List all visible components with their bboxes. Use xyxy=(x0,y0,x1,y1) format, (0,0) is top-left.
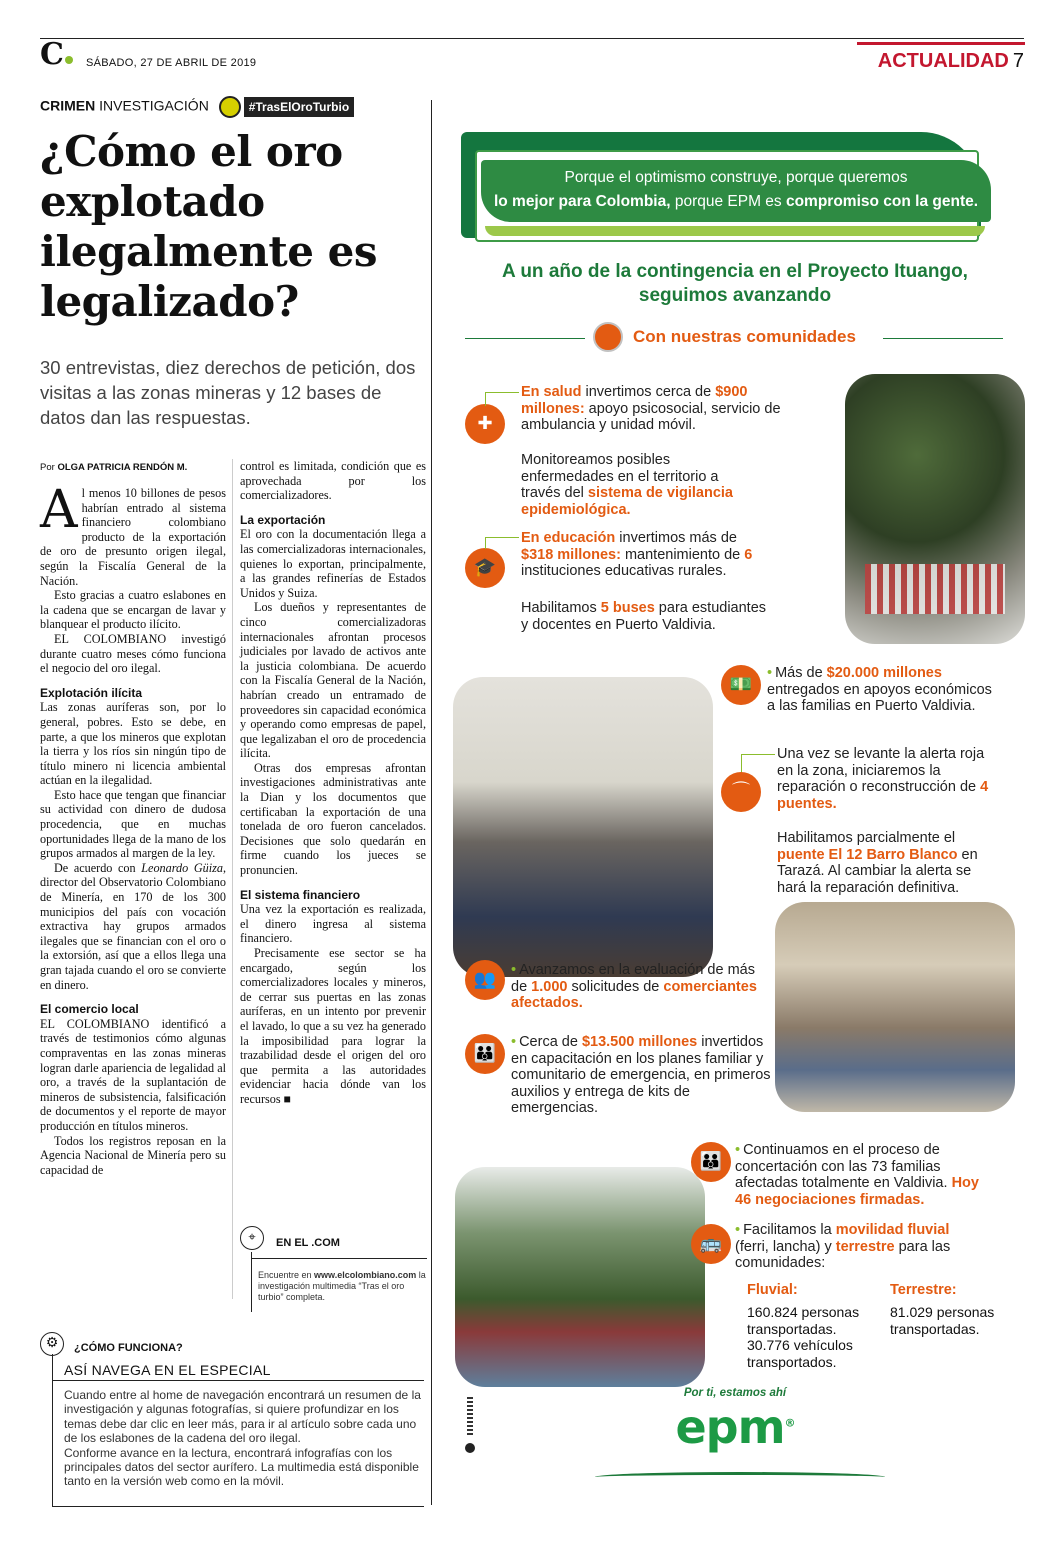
health-icon: ✚ xyxy=(465,404,505,444)
website-link[interactable]: www.elcolombiano.com xyxy=(314,1270,417,1280)
ad-item-movilidad: • Facilitamos la movilidad fluvial (ferri, lancha) y terrestre para las comunidades: xyxy=(735,1222,951,1271)
people-icon: 👥 xyxy=(465,960,505,1000)
subhead: Explotación ilícita xyxy=(40,685,143,700)
ad-item-salud: En salud invertimos cerca de $900 millones: apoyo psicosocial, servicio de ambulancia y unidad móvil. xyxy=(521,384,781,433)
fluvial-stats: 160.824 personas transportadas. 30.776 vehículos transportados. xyxy=(747,1304,860,1370)
family-icon: 👪 xyxy=(465,1034,505,1074)
como-funciona-box: ⚙ ¿CÓMO FUNCIONA? ASÍ NAVEGA EN EL ESPECIAL Cuando entre al home de navegación encontrará un resumen de la investigación y algunas fotografías, si quiere profundizar en los temas debe dar clic en leer más, para ir al artículo sobre cada uno de los eslabones de la cadena del oro ilegal. Conforme avance en la lectura, encontrará infografías con los principales datos del sector aurífero. La multimedia está disponible tanto en la versión web como en la móvil. xyxy=(40,1332,424,1508)
issue-date: SÁBADO, 27 DE ABRIL DE 2019 xyxy=(86,57,257,69)
terrestre-stats: 81.029 personas transportadas. xyxy=(890,1304,995,1337)
terrestre-heading: Terrestre: xyxy=(890,1282,957,1298)
ad-item-buses: Habilitamos 5 buses para estudiantes y docentes en Puerto Valdivia. xyxy=(521,600,767,633)
ad-banner-text: Porque el optimismo construye, porque queremos lo mejor para Colombia, porque EPM es compromiso con la gente. xyxy=(481,160,991,222)
epm-logo: epm® xyxy=(675,1400,795,1454)
agency-mark xyxy=(463,1397,477,1457)
article-column-1: A l menos 10 billones de pesos habrían entrado al sistema financiero colombiano producto de la exportación de oro de presunto origen ilegal, según la Fiscalía General de la Nación. Esto gracias a cuatro eslabones en la cadena que se encargan de lavar y blanquear el producto ilícito. EL COLOMBIANO investigó durante cuatro meses cómo funciona el negocio del oro ilegal. Explotación ilícita Las zonas auríferas son, por lo general, pobres. Esto se debe, en parte, a que los mineros que explotan la tierra y los ríos sin ningún tipo de título minero ni licencia ambiental actúan en la ilegalidad. Esto hace que tengan que financiar su actividad con dinero de dudosa procedencia, que en muchas oportunidades llega de la mano de los grupos armados al margen de la ley. De acuerdo con Leonardo Güiza, director del Observatorio Colombiano de Minería, en 170 de los 300 municipios del país con vocación extractiva hay grupos armados ilegales que se financian con el oro o la extorsión, así que a ellos llega una gran tajada cuando el oro se convierte en dinero. El comercio local EL COLOMBIANO identificó a través de testimonios cómo algunas compraventas en las zonas mineras logran darle apariencia de legalidad al oro, a través de la suplantación de mineros de subsistencia, falsificación de documentos y el reporte de mayor producción en títulos mineros. Todos los registros reposan en la Agencia Nacional de Minería pero su capacidad de xyxy=(40,480,226,1177)
family-home-icon: 👪 xyxy=(691,1142,731,1182)
bridge-icon: ⌒ xyxy=(721,772,761,812)
photo-meeting xyxy=(453,677,713,977)
fluvial-heading: Fluvial: xyxy=(747,1282,798,1298)
column-divider xyxy=(431,100,432,1505)
article-kicker: CRIMEN INVESTIGACIÓN #TrasElOroTurbio xyxy=(40,96,354,118)
hashtag-icon xyxy=(219,96,241,118)
byline: Por OLGA PATRICIA RENDÓN M. xyxy=(40,462,188,473)
ad-item-comerciantes: • Avanzamos en la evaluación de más de 1.000 solicitudes de comerciantes afectados. xyxy=(511,962,757,1011)
dropcap: A xyxy=(40,480,78,540)
page-number: 7 xyxy=(1012,50,1024,72)
ad-item-puentes: Una vez se levante la alerta roja en la zona, iniciaremos la reparación o reconstrucción de 4 puentes. xyxy=(777,746,989,812)
bus-icon: 🚌 xyxy=(691,1224,731,1264)
ad-item-puente12: Habilitamos parcialmente el puente El 12 Barro Blanco en Tarazá. Al cambiar la alerta se hará la reparación definitiva. xyxy=(777,830,978,896)
ad-item-educacion: En educación invertimos más de $318 millones: mantenimiento de 6 instituciones educativas rurales. xyxy=(521,530,753,579)
mouse-icon: ⌖ xyxy=(240,1226,264,1250)
ad-title: A un año de la contingencia en el Proyecto Ituango, seguimos avanzando xyxy=(502,261,968,306)
photo-students xyxy=(845,374,1025,644)
photo-community xyxy=(775,902,1015,1112)
headline: ¿Cómo el oro explotado ilegalmente es legalizado? xyxy=(40,127,377,326)
graduation-cap-icon: 🎓 xyxy=(465,548,505,588)
subheadline: 30 entrevistas, diez derechos de petición, dos visitas a las zonas mineras y 12 bases de datos dan las respuestas. xyxy=(40,357,416,428)
community-icon xyxy=(593,322,623,352)
ad-item-familias: • Continuamos en el proceso de concertación con las 73 familias afectadas totalmente en Valdivia. Hoy 46 negociaciones firmadas. xyxy=(735,1142,979,1208)
epm-slogan: Por ti, estamos ahí xyxy=(683,1387,787,1399)
newspaper-logo: C xyxy=(40,40,73,70)
hashtag: #TrasElOroTurbio xyxy=(244,97,354,117)
money-icon: 💵 xyxy=(721,665,761,705)
ad-item-apoyos: • Más de $20.000 millones entregados en apoyos económicos a las familias en Puerto Valdivia. xyxy=(767,665,992,714)
subhead: El sistema financiero xyxy=(240,887,361,902)
section-bar xyxy=(857,42,1025,45)
subhead: La exportación xyxy=(240,512,326,527)
section-label: ACTUALIDAD 7 xyxy=(877,50,1024,72)
article-column-2: control es limitada, condición que es aprovechada por los comercializadores. La exportación El oro con la documentación llega a las comercializadoras internacionales, quienes lo exportan, principalmente, a las grandes refinerías de Estados Unidos y Suiza. Los dueños y representantes de cinco comercializadoras internacionales afrontan procesos judiciales por lavado de activos ante la justicia colombiana. De acuerdo con la Fiscalía General de la Nación, habrían creado un entramado de proveedores sin capacidad económica y operando como empresas de papel, que legalizaban el oro de procedencia ilícita. Otras dos empresas afrontan investigaciones administrativas ante la Dian y los documentos que certificaban la exportación de una tonelada de oro fueron cancelados. Decisiones que solo quedarán en firme cuando los jueces se pronuncien. El sistema financiero Una vez la exportación es realizada, el dinero ingresa al sistema financiero. Precisamente ese sector se ha encargado, según los comercializadores locales y mineros, de cerrar sus puertas en las zonas auríferas, en un intento por prevenir el lavado, lo que a su vez ha generado la imposibilidad para lograr la trazabilidad desde el origen del oro que permita a las autoridades evidenciar hacia dónde van los recursos ■ xyxy=(240,459,426,1106)
header-rule xyxy=(40,38,1024,39)
ad-item-monitoreo: Monitoreamos posibles enfermedades en el territorio a través del sistema de vigilancia epidemiológica. xyxy=(521,452,733,518)
ad-bottom-swoosh xyxy=(595,1472,885,1482)
subhead: El comercio local xyxy=(40,1002,139,1017)
gear-icon: ⚙ xyxy=(40,1332,64,1356)
photo-ferry xyxy=(455,1167,705,1387)
ad-section-header: Con nuestras comunidades xyxy=(465,322,1005,352)
ad-item-capacitacion: • Cerca de $13.500 millones invertidos en capacitación en los planes familiar y comunitario de emergencia, en primeros auxilios y entrega de kits de emergencias. xyxy=(511,1034,771,1116)
epm-advertisement xyxy=(445,112,1025,1512)
column-rule xyxy=(232,459,233,1299)
